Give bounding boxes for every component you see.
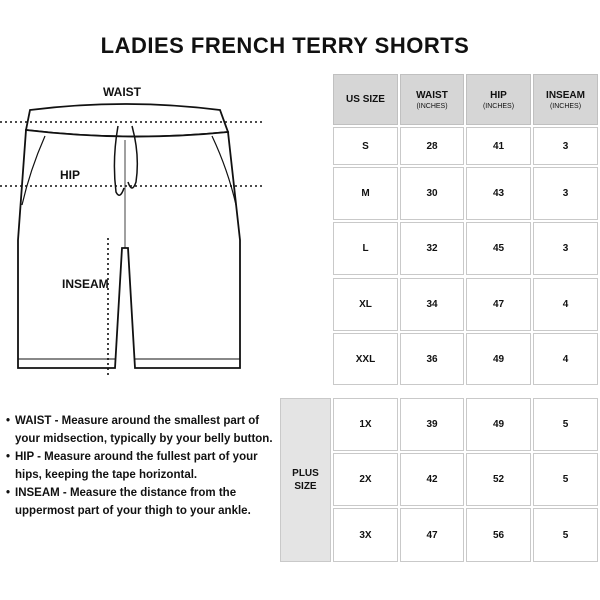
note-text: INSEAM - Measure the distance from the uppermost part of your thigh to your ankle. — [15, 487, 251, 517]
shorts-waistband — [26, 104, 228, 137]
table-header-cell — [400, 74, 464, 125]
cell-value: 43 — [492, 188, 505, 199]
inseam-label: INSEAM — [62, 277, 109, 291]
note-hip — [6, 448, 276, 484]
table-cell-inseam — [533, 333, 598, 385]
table-cell-size — [333, 333, 398, 385]
plus-cell-size — [333, 453, 398, 506]
table-header-cell — [533, 74, 598, 125]
plus-label-line: SIZE — [294, 481, 317, 492]
plus-cell-inseam — [533, 508, 598, 562]
header-label: INSEAM — [546, 89, 585, 101]
bullet: • — [6, 415, 11, 427]
cell-value: S — [362, 140, 369, 152]
cell-value: 49 — [492, 353, 505, 365]
table-cell-waist — [400, 167, 464, 220]
measurement-notes — [6, 412, 276, 520]
cell-value: 30 — [426, 188, 438, 199]
cell-value: 4 — [562, 299, 569, 310]
bullet: • — [6, 487, 11, 499]
table-cell-size — [333, 222, 398, 275]
table-header-cell — [466, 74, 531, 125]
cell-value: M — [361, 188, 370, 199]
header-unit: (INCHES) — [482, 102, 515, 110]
table-header-cell — [333, 74, 398, 125]
cell-value: 28 — [426, 140, 438, 152]
note-text: WAIST - Measure around the smallest part of your midsection, typically by your belly button. — [15, 415, 273, 445]
cell-value: 5 — [562, 474, 569, 485]
cell-value: 56 — [492, 529, 505, 541]
cell-value: 3 — [562, 243, 569, 254]
cell-value: 47 — [492, 299, 505, 310]
table-cell-size — [333, 278, 398, 331]
cell-value: XL — [359, 299, 372, 310]
cell-value: 41 — [492, 140, 505, 152]
header-unit: (INCHES) — [549, 102, 582, 110]
cell-value: 1X — [359, 419, 372, 430]
table-cell-inseam — [533, 167, 598, 220]
table-cell-waist — [400, 333, 464, 385]
table-cell-hip — [466, 127, 531, 165]
bullet: • — [6, 451, 11, 463]
cell-value: 49 — [492, 419, 505, 430]
cell-value: 3 — [562, 188, 569, 199]
plus-cell-inseam — [533, 453, 598, 506]
table-cell-inseam — [533, 222, 598, 275]
cell-value: 42 — [426, 474, 438, 485]
table-cell-hip — [466, 278, 531, 331]
table-cell-hip — [466, 333, 531, 385]
cell-value: 36 — [426, 353, 438, 365]
plus-label-line: PLUS — [292, 468, 319, 479]
note-inseam — [6, 484, 276, 520]
cell-value: 5 — [562, 419, 569, 430]
header-unit: (INCHES) — [416, 102, 448, 110]
table-cell-size — [333, 167, 398, 220]
cell-value: 52 — [492, 474, 505, 485]
cell-value: L — [362, 243, 369, 254]
cell-value: 5 — [562, 529, 569, 541]
cell-value: XXL — [355, 353, 376, 365]
shorts-diagram — [0, 70, 300, 380]
plus-size-label — [280, 398, 331, 562]
cell-value: 32 — [426, 243, 438, 254]
header-label: WAIST — [416, 89, 448, 101]
cell-value: 3X — [359, 529, 372, 541]
header-label: HIP — [490, 89, 507, 101]
plus-cell-waist — [400, 453, 464, 506]
plus-cell-waist — [400, 398, 464, 451]
table-cell-waist — [400, 278, 464, 331]
plus-cell-hip — [466, 453, 531, 506]
table-cell-waist — [400, 127, 464, 165]
note-waist — [6, 412, 276, 448]
plus-cell-hip — [466, 508, 531, 562]
cell-value: 39 — [426, 419, 438, 430]
waist-label: WAIST — [103, 85, 141, 99]
table-cell-inseam — [533, 278, 598, 331]
cell-value: 34 — [426, 299, 438, 310]
plus-cell-size — [333, 398, 398, 451]
hip-label: HIP — [60, 168, 81, 182]
cell-value: 2X — [359, 474, 372, 485]
plus-cell-inseam — [533, 398, 598, 451]
table-cell-hip — [466, 167, 531, 220]
note-text: HIP - Measure around the fullest part of your hips, keeping the tape horizontal. — [15, 451, 258, 481]
cell-value: 45 — [492, 243, 505, 254]
header-label: US SIZE — [346, 94, 385, 105]
shorts-body — [18, 130, 240, 368]
plus-cell-waist — [400, 508, 464, 562]
page-title: LADIES FRENCH TERRY SHORTS — [100, 33, 470, 58]
table-cell-inseam — [533, 127, 598, 165]
cell-value: 4 — [562, 353, 569, 365]
plus-cell-size — [333, 508, 398, 562]
table-cell-hip — [466, 222, 531, 275]
plus-cell-hip — [466, 398, 531, 451]
cell-value: 47 — [426, 529, 438, 541]
table-cell-waist — [400, 222, 464, 275]
cell-value: 3 — [562, 140, 569, 152]
table-cell-size — [333, 127, 398, 165]
